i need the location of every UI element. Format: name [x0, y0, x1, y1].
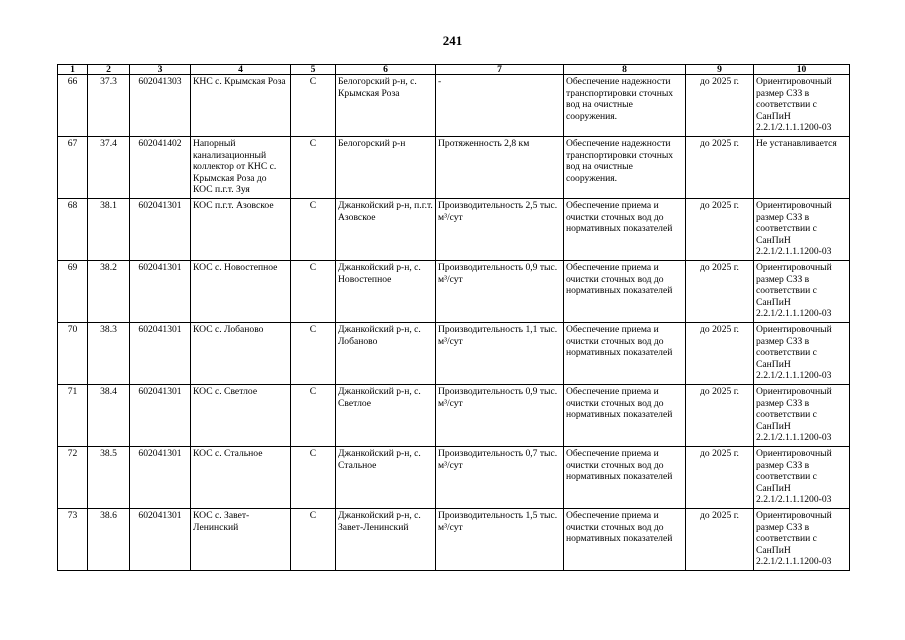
deadline-cell: до 2025 г. [686, 323, 754, 385]
status-cell: С [291, 323, 336, 385]
object-name-cell: КОС с. Завет-Ленинский [191, 509, 291, 571]
sanitary-zone-cell: Ориентировочный размер СЗЗ в соответствии с СанПиН 2.2.1/2.1.1.1200-03 [754, 75, 850, 137]
column-header-4: 4 [191, 65, 291, 75]
status-cell: С [291, 199, 336, 261]
status-cell: С [291, 385, 336, 447]
purpose-cell: Обеспечение приема и очистки сточных вод до нормативных показателей [564, 261, 686, 323]
purpose-cell: Обеспечение приема и очистки сточных вод до нормативных показателей [564, 323, 686, 385]
status-cell: С [291, 137, 336, 199]
table-row [58, 75, 850, 137]
characteristics-cell: - [436, 75, 564, 137]
table-row [58, 261, 850, 323]
sanitary-zone-cell: Не устанавливается [754, 137, 850, 199]
characteristics-cell: Протяженность 2,8 км [436, 137, 564, 199]
object-code-cell: 602041301 [130, 323, 191, 385]
location-cell: Джанкойский р-н, с. Лобаново [336, 323, 436, 385]
status-cell: С [291, 509, 336, 571]
code-cell: 38.6 [88, 509, 130, 571]
page-number: 241 [442, 33, 463, 48]
column-header-9: 9 [686, 65, 754, 75]
header-row [58, 65, 850, 75]
object-code-cell: 602041303 [130, 75, 191, 137]
sanitary-zone-cell: Ориентировочный размер СЗЗ в соответствии с СанПиН 2.2.1/2.1.1.1200-03 [754, 323, 850, 385]
object-name-cell: Напорный канализационный коллектор от КНС с. Крымская Роза до КОС п.г.т. Зуя [191, 137, 291, 199]
code-cell: 38.5 [88, 447, 130, 509]
status-cell: С [291, 447, 336, 509]
location-cell: Джанкойский р-н, с. Новостепное [336, 261, 436, 323]
table-row [58, 385, 850, 447]
purpose-cell: Обеспечение надежности транспортировки сточных вод на очистные сооружения. [564, 137, 686, 199]
purpose-cell: Обеспечение надежности транспортировки сточных вод на очистные сооружения. [564, 75, 686, 137]
row-number-cell: 66 [58, 75, 88, 137]
status-cell: С [291, 75, 336, 137]
deadline-cell: до 2025 г. [686, 75, 754, 137]
sanitary-zone-cell: Ориентировочный размер СЗЗ в соответствии с СанПиН 2.2.1/2.1.1.1200-03 [754, 385, 850, 447]
characteristics-cell: Производительность 1,1 тыс. м³/сут [436, 323, 564, 385]
column-header-10: 10 [754, 65, 850, 75]
object-name-cell: КНС с. Крымская Роза [191, 75, 291, 137]
column-header-7: 7 [436, 65, 564, 75]
purpose-cell: Обеспечение приема и очистки сточных вод до нормативных показателей [564, 509, 686, 571]
object-name-cell: КОС п.г.т. Азовское [191, 199, 291, 261]
characteristics-cell: Производительность 0,9 тыс. м³/сут [436, 261, 564, 323]
column-header-1: 1 [58, 65, 88, 75]
table-row [58, 199, 850, 261]
purpose-cell: Обеспечение приема и очистки сточных вод до нормативных показателей [564, 447, 686, 509]
object-code-cell: 602041301 [130, 447, 191, 509]
column-header-5: 5 [291, 65, 336, 75]
table-row [58, 509, 850, 571]
column-header-3: 3 [130, 65, 191, 75]
purpose-cell: Обеспечение приема и очистки сточных вод до нормативных показателей [564, 385, 686, 447]
row-number-cell: 71 [58, 385, 88, 447]
location-cell: Белогорский р-н, с. Крымская Роза [336, 75, 436, 137]
code-cell: 38.3 [88, 323, 130, 385]
code-cell: 37.3 [88, 75, 130, 137]
deadline-cell: до 2025 г. [686, 447, 754, 509]
object-code-cell: 602041402 [130, 137, 191, 199]
row-number-cell: 73 [58, 509, 88, 571]
object-code-cell: 602041301 [130, 385, 191, 447]
row-number-cell: 68 [58, 199, 88, 261]
location-cell: Белогорский р-н [336, 137, 436, 199]
table-row [58, 447, 850, 509]
sanitary-zone-cell: Ориентировочный размер СЗЗ в соответствии с СанПиН 2.2.1/2.1.1.1200-03 [754, 509, 850, 571]
deadline-cell: до 2025 г. [686, 137, 754, 199]
row-number-cell: 69 [58, 261, 88, 323]
purpose-cell: Обеспечение приема и очистки сточных вод до нормативных показателей [564, 199, 686, 261]
location-cell: Джанкойский р-н, с. Завет-Ленинский [336, 509, 436, 571]
row-number-cell: 72 [58, 447, 88, 509]
code-cell: 38.1 [88, 199, 130, 261]
sanitary-zone-cell: Ориентировочный размер СЗЗ в соответствии с СанПиН 2.2.1/2.1.1.1200-03 [754, 261, 850, 323]
table-row [58, 323, 850, 385]
status-cell: С [291, 261, 336, 323]
object-name-cell: КОС с. Стальное [191, 447, 291, 509]
table-body [58, 75, 850, 571]
characteristics-cell: Производительность 0,7 тыс. м³/сут [436, 447, 564, 509]
deadline-cell: до 2025 г. [686, 385, 754, 447]
object-code-cell: 602041301 [130, 509, 191, 571]
objects-table [57, 64, 850, 571]
location-cell: Джанкойский р-н, п.г.т. Азовское [336, 199, 436, 261]
object-name-cell: КОС с. Новостепное [191, 261, 291, 323]
sanitary-zone-cell: Ориентировочный размер СЗЗ в соответствии с СанПиН 2.2.1/2.1.1.1200-03 [754, 199, 850, 261]
object-code-cell: 602041301 [130, 199, 191, 261]
deadline-cell: до 2025 г. [686, 199, 754, 261]
deadline-cell: до 2025 г. [686, 509, 754, 571]
column-header-8: 8 [564, 65, 686, 75]
column-header-6: 6 [336, 65, 436, 75]
characteristics-cell: Производительность 1,5 тыс. м³/сут [436, 509, 564, 571]
code-cell: 38.2 [88, 261, 130, 323]
row-number-cell: 67 [58, 137, 88, 199]
location-cell: Джанкойский р-н, с. Светлое [336, 385, 436, 447]
column-header-2: 2 [88, 65, 130, 75]
table-row [58, 137, 850, 199]
object-code-cell: 602041301 [130, 261, 191, 323]
object-name-cell: КОС с. Светлое [191, 385, 291, 447]
sanitary-zone-cell: Ориентировочный размер СЗЗ в соответствии с СанПиН 2.2.1/2.1.1.1200-03 [754, 447, 850, 509]
location-cell: Джанкойский р-н, с. Стальное [336, 447, 436, 509]
code-cell: 37.4 [88, 137, 130, 199]
row-number-cell: 70 [58, 323, 88, 385]
deadline-cell: до 2025 г. [686, 261, 754, 323]
code-cell: 38.4 [88, 385, 130, 447]
object-name-cell: КОС с. Лобаново [191, 323, 291, 385]
characteristics-cell: Производительность 0,9 тыс. м³/сут [436, 385, 564, 447]
characteristics-cell: Производительность 2,5 тыс. м³/сут [436, 199, 564, 261]
